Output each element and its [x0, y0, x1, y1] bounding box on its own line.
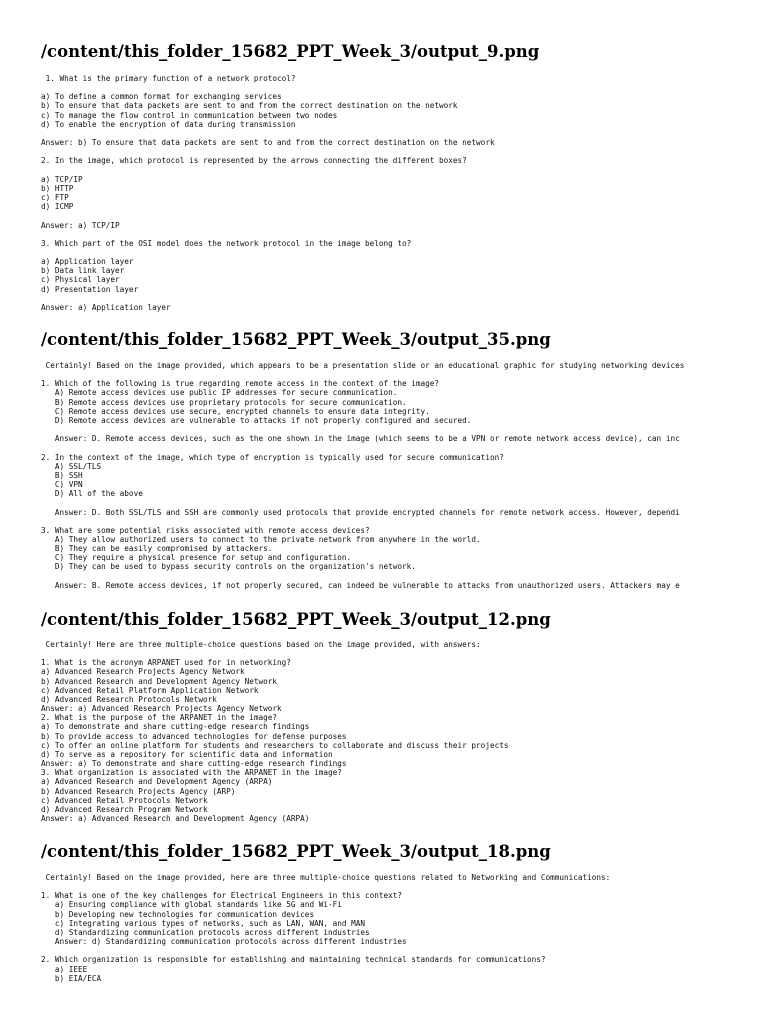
- section-body-output-35: Certainly! Based on the image provided, which appears to be a presentation slide or an educational graphic for studying networking devices 1. Which of the following is true regarding remote access in the context of the image? A) Remote access devices use public IP addresses for secure communication. B) Remote access devices use proprietary protocols for secure communication. C) Remote access devices use secure, encrypted channels to ensure data integrity. D) Remote access devices are vulnerable to attacks if not properly configured and secured. Answer: D. Remote access devices, such as the one shown in the image (which seems to be a VPN or remote network access device), can inc 2. In the context of the image, which type of encryption is typically used for secure communication? A) SSL/TLS B) SSH C) VPN D) All of the above Answer: D. Both SSL/TLS and SSH are commonly used protocols that provide encrypted channels for remote network access. However, dependi 3. What are some potential risks associated with remote access devices? A) They allow authorized users to connect to the private network from anywhere in the world. B) They can be easily compromised by attackers. C) They require a physical presence for setup and configuration. D) They can be used to bypass security controls on the organization's network. Answer: B. Remote access devices, if not properly secured, can indeed be vulnerable to attacks from unauthorized users. Attackers may e: [41, 361, 685, 590]
- section-body-output-18: Certainly! Based on the image provided, here are three multiple-choice questions related to Networking and Communications: 1. What is one of the key challenges for Electrical Engineers in this context? a) Ensuring compliance with global standards like 5G and Wi-Fi b) Developing new technologies for communication devices c) Integrating various types of networks, such as LAN, WAN, and MAN d) Standardizing communication protocols across different industries Answer: d) Standardizing communication protocols across different industries 2. Which organization is responsible for establishing and maintaining technical standards for communications? a) IEEE b) EIA/ECA: [41, 873, 611, 983]
- section-heading-output-18: /content/this_folder_15682_PPT_Week_3/output_18.png: [41, 842, 551, 861]
- section-heading-output-35: /content/this_folder_15682_PPT_Week_3/output_35.png: [41, 330, 551, 349]
- section-heading-output-9: /content/this_folder_15682_PPT_Week_3/output_9.png: [41, 42, 540, 61]
- section-body-output-9: 1. What is the primary function of a network protocol? a) To define a common format for exchanging services b) To ensure that data packets are sent to and from the correct destination on the network c) To manage the flow control in communication between two nodes d) To enable the encryption of data during transmission Answer: b) To ensure that data packets are sent to and from the correct destination on the network 2. In the image, which protocol is represented by the arrows connecting the different boxes? a) TCP/IP b) HTTP c) FTP d) ICMP Answer: a) TCP/IP 3. Which part of the OSI model does the network protocol in the image belong to? a) Application layer b) Data link layer c) Physical layer d) Presentation layer Answer: a) Application layer: [41, 74, 495, 312]
- section-body-output-12: Certainly! Here are three multiple-choice questions based on the image provided, with answers: 1. What is the acronym ARPANET used for in networking? a) Advanced Research Projects Agency Network b) Advanced Research and Development Agency Network c) Advanced Retail Platform Application Network d) Advanced Research Protocols Network Answer: a) Advanced Research Projects Agency Network 2. What is the purpose of the ARPANET in the image? a) To demonstrate and share cutting-edge research findings b) To provide access to advanced technologies for defense purposes c) To offer an online platform for students and researchers to collaborate and discuss their projects d) To serve as a repository for scientific data and information Answer: a) To demonstrate and share cutting-edge research findings 3. What organization is associated with the ARPANET in the image? a) Advanced Research and Development Agency (ARPA) b) Advanced Research Projects Agency (ARP) c) Advanced Retail Protocols Network d) Advanced Research Program Network Answer: a) Advanced Research and Development Agency (ARPA): [41, 640, 509, 823]
- section-heading-output-12: /content/this_folder_15682_PPT_Week_3/output_12.png: [41, 610, 551, 629]
